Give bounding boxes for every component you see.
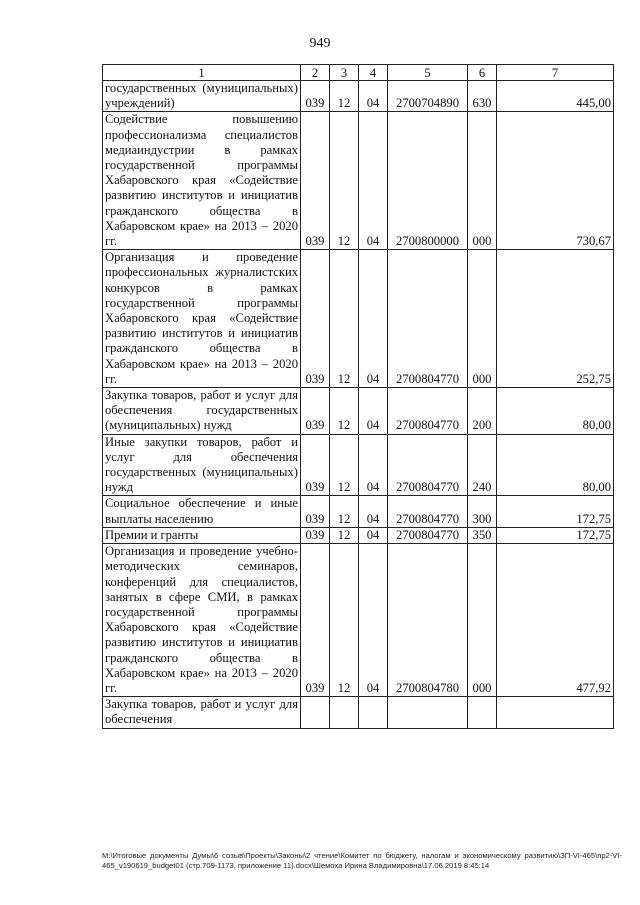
cell-col-3: 12 <box>330 112 359 250</box>
cell-col-2: 039 <box>301 544 330 697</box>
header-col-2: 2 <box>301 65 330 81</box>
cell-col-3: 12 <box>330 388 359 435</box>
cell-col-2: 039 <box>301 496 330 527</box>
budget-table <box>102 64 614 729</box>
cell-col-4: 04 <box>359 388 388 435</box>
header-col-7: 7 <box>497 65 614 81</box>
row-name: Иные закупки товаров, работ и услуг для обеспечения государственных (муниципальных) нужд <box>103 434 301 496</box>
cell-col-7: 730,67 <box>497 112 614 250</box>
cell-col-7: 252,75 <box>497 250 614 388</box>
table-row <box>103 250 614 388</box>
header-col-4: 4 <box>359 65 388 81</box>
cell-col-3: 12 <box>330 250 359 388</box>
cell-col-7: 172,75 <box>497 496 614 527</box>
table-row <box>103 112 614 250</box>
cell-col-3: 12 <box>330 434 359 496</box>
cell-col-7: 172,75 <box>497 527 614 543</box>
table-row <box>103 81 614 112</box>
cell-col-6: 200 <box>468 388 497 435</box>
cell-col-3: 12 <box>330 527 359 543</box>
cell-col-4: 04 <box>359 250 388 388</box>
cell-col-2: 039 <box>301 112 330 250</box>
cell-col-4: 04 <box>359 527 388 543</box>
page-number: 949 <box>309 36 331 51</box>
cell-col-4: 04 <box>359 496 388 527</box>
row-name: Закупка товаров, работ и услуг для обеспечения <box>103 697 301 728</box>
header-col-5: 5 <box>388 65 468 81</box>
cell-col-2: 039 <box>301 527 330 543</box>
cell-col-5 <box>388 697 468 728</box>
cell-col-3: 12 <box>330 496 359 527</box>
cell-col-5: 2700804770 <box>388 527 468 543</box>
cell-col-6: 350 <box>468 527 497 543</box>
cell-col-4 <box>359 697 388 728</box>
cell-col-2: 039 <box>301 388 330 435</box>
table-row <box>103 527 614 543</box>
cell-col-6: 630 <box>468 81 497 112</box>
cell-col-7: 477,92 <box>497 544 614 697</box>
row-name: Премии и гранты <box>103 527 301 543</box>
row-name: государственных (муниципальных) учреждений) <box>103 81 301 112</box>
header-row <box>103 65 614 81</box>
row-name: Организация и проведение профессиональных журналистских конкурсов в рамках государственной программы Хабаровского края «Содействие развитию институтов и инициатив гражданского общества в Хабаровском крае» на 2013 – 2020 гг. <box>103 250 301 388</box>
cell-col-5: 2700804770 <box>388 434 468 496</box>
cell-col-3: 12 <box>330 81 359 112</box>
cell-col-7: 80,00 <box>497 388 614 435</box>
cell-col-6 <box>468 697 497 728</box>
row-name: Социальное обеспечение и иные выплаты населению <box>103 496 301 527</box>
cell-col-2: 039 <box>301 250 330 388</box>
cell-col-6: 000 <box>468 112 497 250</box>
cell-col-7: 80,00 <box>497 434 614 496</box>
file-path-footer: M:\Итоговые документы Думы\6 созыв\Проекты\Законы\2 чтение\Комитет по бюджету, налогам и экономическому развитию\ЗП-VI-465\пр2-VI-465_v190619_budget01 (стр.709-1173, приложение 11).docx\Шемоха Ирина Владимировна\17.06.2019 8:45:14 <box>102 851 622 870</box>
cell-col-6: 240 <box>468 434 497 496</box>
cell-col-6: 000 <box>468 250 497 388</box>
cell-col-4: 04 <box>359 544 388 697</box>
cell-col-2 <box>301 697 330 728</box>
cell-col-6: 000 <box>468 544 497 697</box>
table-row <box>103 697 614 728</box>
cell-col-4: 04 <box>359 434 388 496</box>
cell-col-7 <box>497 697 614 728</box>
row-name: Организация и проведение учебно-методических семинаров, конференций для специалистов, занятых в сфере СМИ, в рамках государственной программы Хабаровского края «Содействие развитию институтов и инициатив гражданского общества в Хабаровском крае» на 2013 – 2020 гг. <box>103 544 301 697</box>
cell-col-3 <box>330 697 359 728</box>
cell-col-2: 039 <box>301 81 330 112</box>
cell-col-5: 2700800000 <box>388 112 468 250</box>
table-row <box>103 544 614 697</box>
table-row <box>103 388 614 435</box>
header-col-1: 1 <box>103 65 301 81</box>
cell-col-6: 300 <box>468 496 497 527</box>
row-name: Содействие повышению профессионализма специалистов медиаиндустрии в рамках государственной программы Хабаровского края «Содействие развитию институтов и инициатив гражданского общества в Хабаровском крае» на 2013 – 2020 гг. <box>103 112 301 250</box>
cell-col-5: 2700804780 <box>388 544 468 697</box>
cell-col-5: 2700704890 <box>388 81 468 112</box>
cell-col-2: 039 <box>301 434 330 496</box>
cell-col-3: 12 <box>330 544 359 697</box>
row-name: Закупка товаров, работ и услуг для обеспечения государственных (муниципальных) нужд <box>103 388 301 435</box>
cell-col-7: 445,00 <box>497 81 614 112</box>
cell-col-5: 2700804770 <box>388 250 468 388</box>
table-row <box>103 496 614 527</box>
cell-col-4: 04 <box>359 112 388 250</box>
cell-col-5: 2700804770 <box>388 388 468 435</box>
table-row <box>103 434 614 496</box>
cell-col-4: 04 <box>359 81 388 112</box>
header-col-3: 3 <box>330 65 359 81</box>
cell-col-5: 2700804770 <box>388 496 468 527</box>
header-col-6: 6 <box>468 65 497 81</box>
